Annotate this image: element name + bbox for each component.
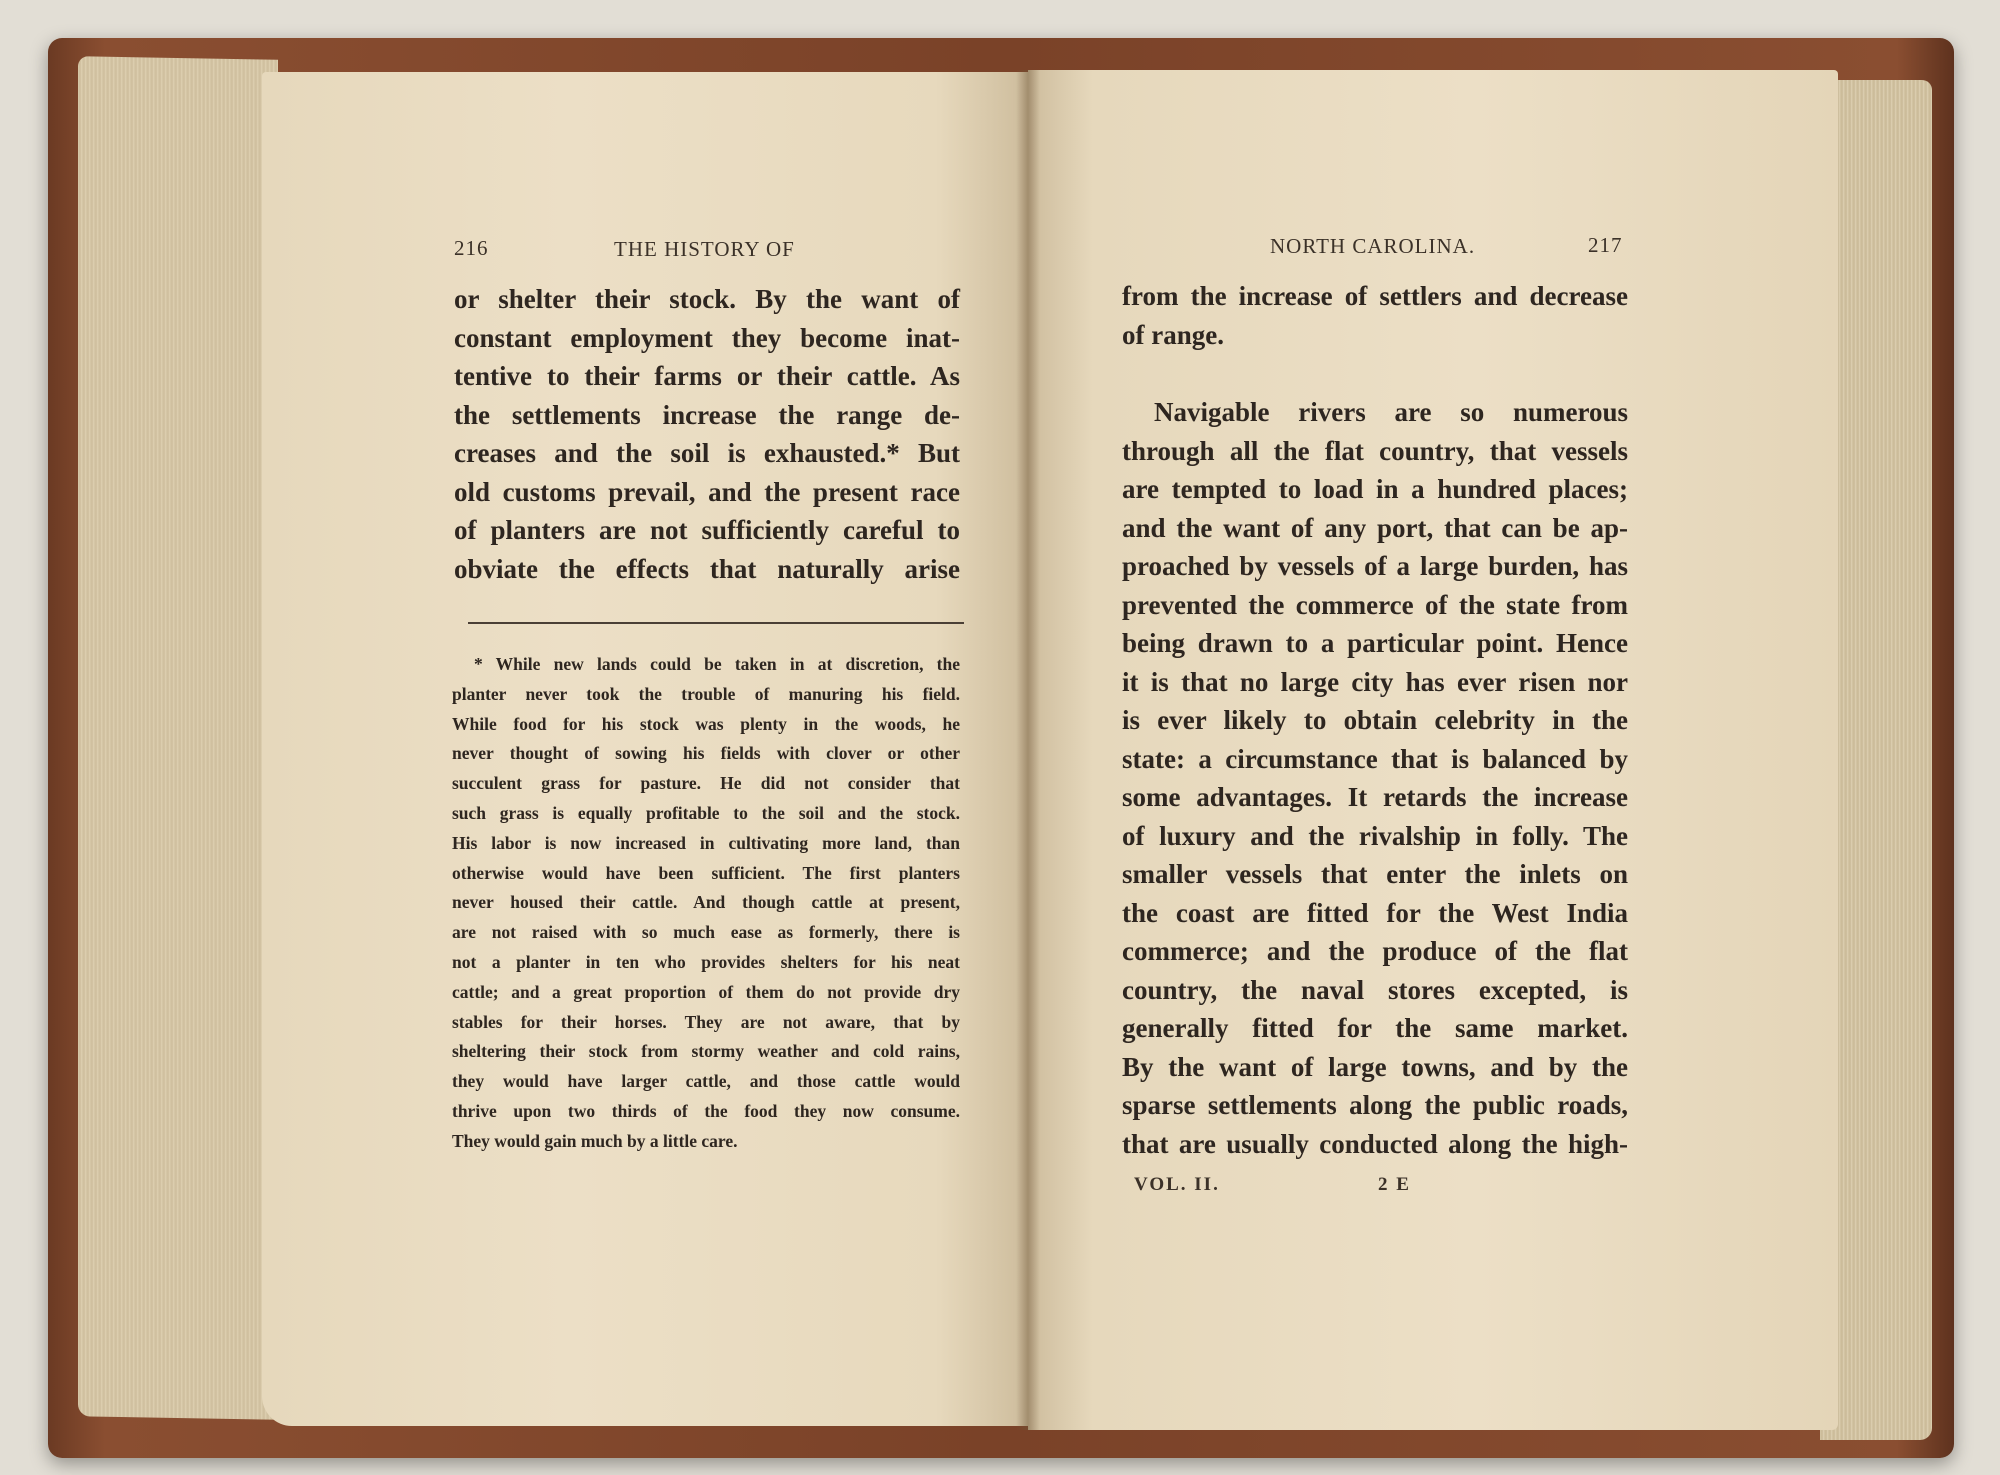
footnote-line: never housed their cattle. And though cattle at present, [452,892,960,913]
text-line: smaller vessels that enter the inlets on [1122,859,1628,889]
text-line: obviate the effects that naturally arise [454,553,960,584]
volume-mark: VOL. II. [1134,1174,1220,1195]
footnote-rule [468,622,964,624]
text-line: through all the flat country, that vessels [1122,435,1628,466]
footnote-line: planter never took the trouble of manuring his field. [452,683,960,704]
footnote-line: never thought of sowing his fields with clover or other [452,743,960,764]
text-line: it is that no large city has ever risen nor [1122,666,1628,697]
footnote [452,650,960,1157]
text-line: are tempted to load in a hundred places; [1122,474,1628,504]
footnote-line: such grass is equally profitable to the soil and the stock. [452,802,960,823]
right-page-number: 217 [1588,233,1623,257]
footnote-line: are not raised with so much ease as formerly, there is [452,922,960,943]
text-line: constant employment they become inat- [454,322,960,353]
text-line: Navigable rivers are so numerous [1154,397,1628,427]
text-line: of planters are not sufficiently careful to [454,515,960,545]
footnote-line: They would gain much by a little care. [452,1130,738,1151]
text-line: creases and the soil is exhausted.* But [454,438,960,468]
text-line: that are usually conducted along the high- [1122,1128,1628,1159]
signature-mark: 2 E [1378,1174,1411,1195]
text-line: commerce; and the produce of the flat [1122,936,1628,966]
left-page-edges [78,56,278,1419]
text-line: or shelter their stock. By the want of [454,284,960,314]
text-line: of range. [1122,319,1224,350]
footnote-line: otherwise would have been sufficient. The first planters [452,862,960,883]
footnote-line: not a planter in ten who provides shelters for his neat [452,951,960,972]
text-line: and the want of any port, that can be ap- [1122,512,1628,543]
text-line: prevented the commerce of the state from [1122,589,1628,620]
text-line: sparse settlements along the public roads, [1122,1090,1628,1120]
footnote-line: cattle; and a great proportion of them do not provide dry [452,981,960,1002]
text-line: being drawn to a particular point. Hence [1122,628,1628,658]
text-line: state: a circumstance that is balanced by [1122,743,1628,774]
text-line: the settlements increase the range de- [454,399,960,430]
text-line: By the want of large towns, and by the [1122,1051,1628,1082]
footnote-line: succulent grass for pasture. He did not consider that [452,773,960,794]
footnote-line: they would have larger cattle, and those cattle would [452,1071,960,1092]
text-line: of luxury and the rivalship in folly. The [1122,820,1628,851]
footnote-line: While food for his stock was plenty in the woods, he [452,713,960,734]
footnote-line: * While new lands could be taken in at discretion, the [474,654,960,674]
text-line: from the increase of settlers and decrease [1122,281,1628,311]
left-running-title: THE HISTORY OF [614,237,795,261]
footnote-line: stables for their horses. They are not aware, that by [452,1011,960,1032]
text-line: old customs prevail, and the present race [454,476,960,507]
right-paragraph-1 [1122,277,1628,354]
left-body-text [454,280,960,588]
left-page-number: 216 [454,236,489,260]
right-running-title: NORTH CAROLINA. [1270,234,1476,258]
right-paragraph-2 [1122,393,1628,1163]
text-line: the coast are fitted for the West India [1122,897,1628,928]
text-line: some advantages. It retards the increase [1122,782,1628,812]
text-line: tentive to their farms or their cattle. As [454,361,960,391]
book-gutter [1016,70,1040,1430]
footnote-line: thrive upon two thirds of the food they now consume. [452,1100,960,1121]
text-line: country, the naval stores excepted, is [1122,974,1628,1005]
text-line: proached by vessels of a large burden, has [1122,551,1628,581]
text-line: is ever likely to obtain celebrity in the [1122,705,1628,735]
footnote-line: His labor is now increased in cultivating more land, than [452,832,960,853]
text-line: generally fitted for the same market. [1122,1013,1628,1043]
footnote-line: sheltering their stock from stormy weather and cold rains, [452,1041,960,1062]
